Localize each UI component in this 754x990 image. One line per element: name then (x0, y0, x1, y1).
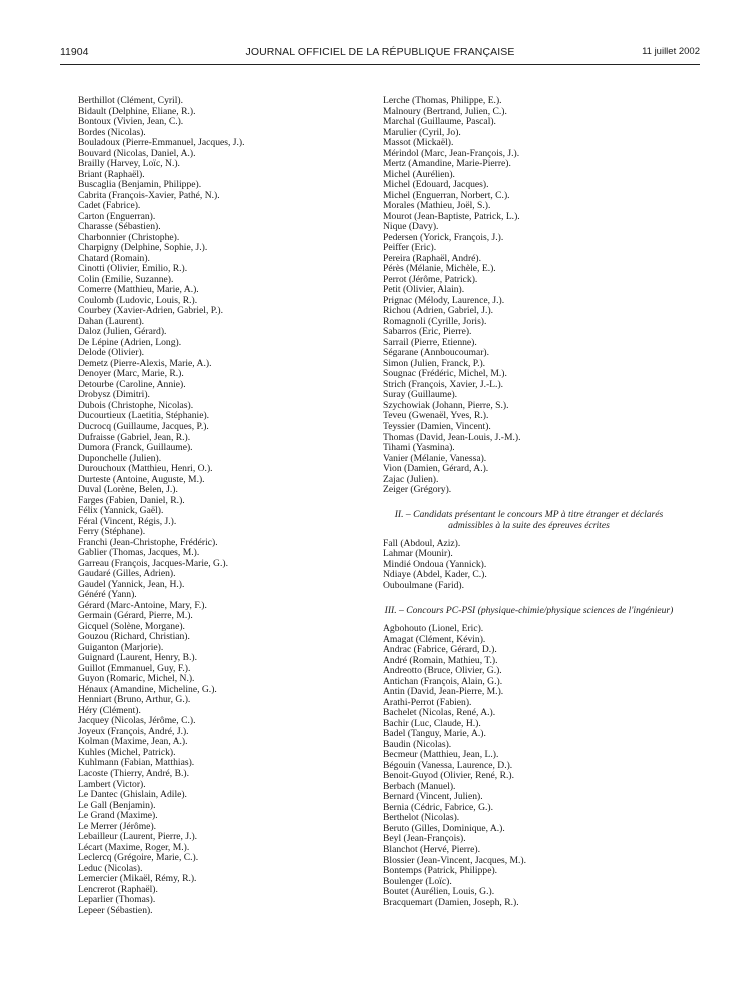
list-item: Bachelet (Nicolas, René, A.). (383, 707, 496, 719)
list-item: Bordes (Nicolas). (78, 126, 146, 138)
list-item: Ségarane (Annboucoumar). (383, 347, 490, 359)
list-item: Berbach (Manuel). (383, 780, 456, 792)
page-number: 11904 (60, 46, 89, 58)
right-column-list (383, 96, 683, 496)
list-item: Simon (Julien, Franck, P.). (383, 357, 486, 369)
list-item: Ducrocq (Guillaume, Jacques, P.). (78, 420, 209, 432)
header-rule (60, 64, 700, 65)
list-item: Ducourtieux (Laetitia, Stéphanie). (78, 410, 210, 422)
list-item: Lambert (Victor). (78, 778, 146, 790)
list-item: Andrac (Fabrice, Gérard, D.). (383, 644, 497, 656)
list-item: Delode (Olivier). (78, 347, 145, 359)
list-item: Féral (Vincent, Régis, J.). (78, 515, 177, 527)
list-item: Guignard (Laurent, Henry, B.). (78, 652, 197, 664)
list-item: Leclercq (Grégoire, Marie, C.). (78, 852, 199, 864)
list-item: Coulomb (Ludovic, Louis, R.). (78, 294, 198, 306)
list-item: Pérès (Mélanie, Michèle, E.). (383, 263, 496, 275)
list-item: Ouboulmane (Farid). (383, 579, 464, 591)
list-item: Fall (Abdoul, Aziz). (383, 537, 461, 549)
list-item: Suray (Guillaume). (383, 389, 458, 401)
list-item: Kuhles (Michel, Patrick). (78, 746, 176, 758)
list-item: Héry (Clément). (78, 704, 141, 716)
list-item: Boulenger (Loïc). (383, 875, 452, 887)
list-item: Daloz (Julien, Gérard). (78, 326, 167, 338)
list-item: Duval (Lorène, Belen, J.). (78, 484, 178, 496)
list-item: Detourbe (Caroline, Annie). (78, 378, 186, 390)
list-item: Félix (Yannick, Gaël). (78, 505, 164, 517)
list-item: Beyl (Jean-François). (383, 833, 466, 845)
list-item: Lencrerot (Raphaël). (78, 883, 158, 895)
list-item: Thomas (David, Jean-Louis, J.-M.). (383, 431, 521, 443)
list-item: Duponchelle (Julien). (78, 452, 162, 464)
list-item: Guiganton (Marjorie). (78, 641, 164, 653)
list-item: Szychowiak (Johann, Pierre, S.). (383, 399, 509, 411)
list-item: Antichan (François, Alain, G.). (383, 675, 503, 687)
list-item: Strich (François, Xavier, J.-L.). (383, 378, 504, 390)
list-item: Sabarros (Eric, Pierre). (383, 326, 472, 338)
list-item: Bontoux (Vivien, Jean, C.). (78, 116, 184, 128)
list-item: Lebailleur (Laurent, Pierre, J.). (78, 831, 198, 843)
list-item: Lemercier (Mikaël, Rémy, R.). (78, 873, 197, 885)
list-item: Amagat (Clément, Kévin). (383, 633, 486, 645)
list-item: Charasse (Sébastien). (78, 221, 161, 233)
list-item: Le Grand (Maxime). (78, 810, 158, 822)
list-item: Michel (Edouard, Jacques). (383, 179, 489, 191)
list-item: Jacquey (Nicolas, Jérôme, C.). (78, 715, 196, 727)
list-item: Berthillot (Clément, Cyril). (78, 95, 183, 106)
list-item: Joyeux (François, André, J.). (78, 725, 189, 737)
list-item: Bracquemart (Damien, Joseph, R.). (383, 896, 519, 908)
list-item: Hénaux (Amandine, Micheline, G.). (78, 683, 217, 695)
list-item: Dahan (Laurent). (78, 315, 145, 327)
list-item: Gouzou (Richard, Christian). (78, 631, 190, 643)
list-item: Charbonnier (Christophe). (78, 231, 180, 243)
list-item: Kuhlmann (Fabian, Matthias). (78, 757, 195, 769)
list-item: Dubois (Christophe, Nicolas). (78, 399, 194, 411)
list-item: Vion (Damien, Gérard, A.). (383, 463, 489, 475)
list-item: Leduc (Nicolas). (78, 862, 143, 874)
list-item: Généré (Yann). (78, 589, 137, 601)
list-item: Gaudaré (Gilles, Adrien). (78, 568, 176, 580)
list-item: Petit (Olivier, Alain). (383, 284, 465, 296)
list-item: Buscaglia (Benjamin, Philippe). (78, 179, 202, 191)
list-item: Gablier (Thomas, Jacques, M.). (78, 547, 200, 559)
list-item: Courbey (Xavier-Adrien, Gabriel, P.). (78, 305, 224, 317)
list-item: Ndiaye (Abdel, Kader, C.). (383, 569, 487, 581)
list-item: Le Dantec (Ghislain, Adile). (78, 789, 187, 801)
right-column (383, 96, 683, 908)
list-item: Cinotti (Olivier, Emilio, R.). (78, 263, 188, 275)
list-item: Lerche (Thomas, Philippe, E.). (383, 95, 502, 106)
list-item: Pereira (Raphaël, André). (383, 252, 482, 264)
list-item: Perrot (Jérôme, Patrick). (383, 273, 478, 285)
list-item: Le Gall (Benjamin). (78, 799, 156, 811)
list-item: Charpigny (Delphine, Sophie, J.). (78, 242, 208, 254)
list-item: Baudin (Nicolas). (383, 738, 452, 750)
list-item: Bachir (Luc, Claude, H.). (383, 717, 481, 729)
list-item: Carton (Enguerran). (78, 210, 156, 222)
list-item: Marulier (Cyril, Jo). (383, 126, 461, 138)
list-item: Boutet (Aurélien, Louis, G.). (383, 886, 495, 898)
list-item: Durteste (Antoine, Auguste, M.). (78, 473, 205, 485)
list-item: Comerre (Matthieu, Marie, A.). (78, 284, 199, 296)
list-item: Durouchoux (Matthieu, Henri, O.). (78, 463, 213, 475)
list-item: Richou (Adrien, Gabriel, J.). (383, 305, 494, 317)
page-header (60, 46, 700, 62)
list-item: Demetz (Pierre-Alexis, Marie, A.). (78, 357, 212, 369)
list-item: Zajac (Julien). (383, 473, 439, 485)
list-item: Badel (Tanguy, Marie, A.). (383, 728, 486, 740)
list-item: Mertz (Amandine, Marie-Pierre). (383, 158, 511, 170)
list-item: Garreau (François, Jacques-Marie, G.). (78, 557, 228, 569)
list-item: Michel (Enguerran, Norbert, C.). (383, 189, 510, 201)
section-2-list (383, 539, 683, 592)
list-item: Becmeur (Matthieu, Jean, L.). (383, 749, 499, 761)
journal-title: JOURNAL OFFICIEL DE LA RÉPUBLIQUE FRANÇAISE (245, 46, 515, 58)
list-item: Andreotto (Bruce, Olivier, G.). (383, 665, 502, 677)
list-item: Teyssier (Damien, Vincent). (383, 420, 491, 432)
list-item: Zeiger (Grégory). (383, 484, 452, 496)
list-item: Le Merrer (Jérôme). (78, 820, 157, 832)
list-item: Bernia (Cédric, Fabrice, G.). (383, 801, 494, 813)
list-item: Gicquel (Solène, Morgane). (78, 620, 185, 632)
list-item: Morales (Mathieu, Joël, S.). (383, 200, 491, 212)
list-item: Agbohouto (Lionel, Eric). (383, 623, 484, 635)
list-item: Bégouin (Vanessa, Laurence, D.). (383, 759, 513, 771)
list-item: Mérindol (Marc, Jean-François, J.). (383, 147, 520, 159)
list-item: Chatard (Romain). (78, 252, 150, 264)
list-item: Guyon (Romaric, Michel, N.). (78, 673, 195, 685)
list-item: Massot (Mickaël). (383, 137, 454, 149)
list-item: Briant (Raphaël). (78, 168, 145, 180)
section-3-title: III. – Concours PC-PSI (physique-chimie/physique sciences de l'ingénieur) (384, 605, 674, 617)
list-item: Leparlier (Thomas). (78, 894, 156, 906)
list-item: Bidault (Delphine, Eliane, R.). (78, 105, 196, 117)
list-item: Kolman (Maxime, Jean, A.). (78, 736, 188, 748)
list-item: Lacoste (Thierry, André, B.). (78, 768, 189, 779)
list-item: Dumora (Franck, Guillaume). (78, 442, 193, 454)
list-item: Vanier (Mélanie, Vanessa). (383, 452, 487, 464)
list-item: Nique (Davy). (383, 221, 439, 233)
list-item: Franchi (Jean-Christophe, Frédéric). (78, 536, 218, 548)
list-item: Bouladoux (Pierre-Emmanuel, Jacques, J.). (78, 137, 245, 149)
list-item: Mindié Ondoua (Yannick). (383, 558, 487, 570)
list-item: Bernard (Vincent, Julien). (383, 791, 483, 803)
list-item: Germain (Gérard, Pierre, M.). (78, 610, 193, 622)
list-item: Brailly (Harvey, Loïc, N.). (78, 158, 180, 170)
list-item: Antin (David, Jean-Pierre, M.). (383, 686, 504, 698)
left-column (78, 96, 378, 916)
list-item: Berthelot (Nicolas). (383, 812, 460, 824)
list-item: Lécart (Maxime, Roger, M.). (78, 841, 190, 853)
list-item: Malnoury (Bertrand, Julien, C.). (383, 105, 507, 117)
list-item: Prignac (Mélody, Laurence, J.). (383, 294, 505, 306)
list-item: Marchal (Guillaume, Pascal). (383, 116, 496, 128)
list-item: Tihami (Yasmina). (383, 442, 455, 454)
list-item: Mourot (Jean-Baptiste, Patrick, L.). (383, 210, 520, 222)
list-item: Colin (Emilie, Suzanne). (78, 273, 174, 285)
list-item: Drobysz (Dimitri). (78, 389, 150, 401)
list-item: Gaudel (Yannick, Jean, H.). (78, 578, 185, 590)
list-item: Ferry (Stéphane). (78, 526, 146, 538)
list-item: Sougnac (Frédéric, Michel, M.). (383, 368, 507, 380)
list-item: Pedersen (Yorick, François, J.). (383, 231, 504, 243)
list-item: Beruto (Gilles, Dominique, A.). (383, 822, 505, 834)
list-item: Blossier (Jean-Vincent, Jacques, M.). (383, 854, 527, 866)
list-item: Teveu (Gwenaël, Yves, R.). (383, 410, 489, 422)
list-item: Sarrail (Pierre, Etienne). (383, 336, 477, 348)
list-item: André (Romain, Mathieu, T.). (383, 654, 498, 666)
section-3-list (383, 624, 683, 908)
list-item: Guillot (Emmanuel, Guy, F.). (78, 662, 191, 674)
list-item: Lepeer (Sébastien). (78, 904, 153, 916)
list-item: Farges (Fabien, Daniel, R.). (78, 494, 185, 506)
list-item: Cabrita (François-Xavier, Pathé, N.). (78, 189, 220, 201)
section-2-title: II. – Candidats présentant le concours MP à titre étranger et déclarés admissibles à la suite des épreuves écrites (394, 508, 664, 531)
list-item: Bontemps (Patrick, Philippe). (383, 865, 498, 877)
list-item: Benoit-Guyod (Olivier, René, R.). (383, 770, 514, 782)
list-item: Denoyer (Marc, Marie, R.). (78, 368, 184, 380)
publication-date: 11 juillet 2002 (642, 46, 700, 57)
list-item: Peiffer (Eric). (383, 242, 437, 254)
list-item: Dufraisse (Gabriel, Jean, R.). (78, 431, 191, 443)
list-item: Romagnoli (Cyrille, Joris). (383, 315, 487, 327)
list-item: Cadet (Fabrice). (78, 200, 141, 212)
list-item: Blanchot (Hervé, Pierre). (383, 844, 480, 855)
list-item: Michel (Aurélien). (383, 168, 455, 180)
list-item: Lahmar (Mounir). (383, 548, 453, 560)
list-item: Gérard (Marc-Antoine, Mary, F.). (78, 599, 207, 611)
list-item: Arathi-Perrot (Fabien). (383, 696, 472, 708)
list-item: Henniart (Bruno, Arthur, G.). (78, 694, 191, 706)
list-item: Bouvard (Nicolas, Daniel, A.). (78, 147, 196, 159)
list-item: De Lépine (Adrien, Long). (78, 336, 182, 348)
